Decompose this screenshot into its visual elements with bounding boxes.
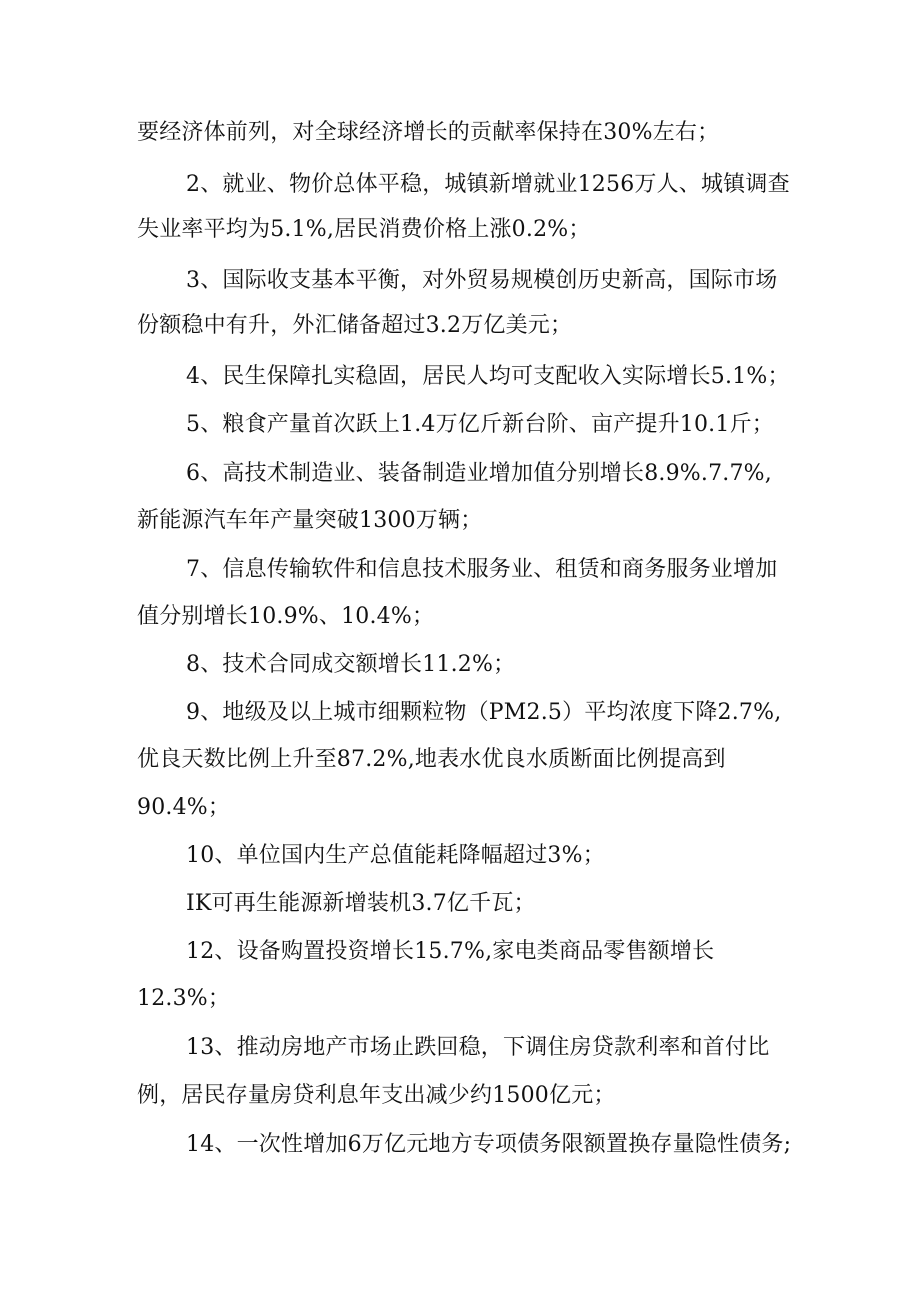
text-line-18: 12、设备购置投资增长15.7%,家电类商品零售额增长 <box>186 939 715 964</box>
text-line-10: 7、信息传输软件和信息技术服务业、租赁和商务服务业增加 <box>186 557 778 582</box>
text-line-21: 例，居民存量房贷利息年支出减少约1500亿元； <box>137 1083 616 1108</box>
text-line-9: 新能源汽车年产量突破1300万辆； <box>137 508 483 533</box>
text-line-5: 份额稳中有升，外汇储备超过3.2万亿美元； <box>137 313 573 338</box>
text-line-6: 4、民生保障扎实稳固，居民人均可支配收入实际增长5.1%； <box>186 364 790 389</box>
text-line-1: 要经济体前列，对全球经济增长的贡献率保持在30%左右； <box>137 120 720 145</box>
text-line-16: 10、单位国内生产总值能耗降幅超过3%； <box>186 843 605 868</box>
text-line-22: 14、一次性增加6万亿元地方专项债务限额置换存量隐性债务; <box>186 1132 792 1157</box>
text-line-12: 8、技术合同成交额增长11.2%； <box>186 652 516 677</box>
text-line-20: 13、推动房地产市场止跌回稳，下调住房贷款利率和首付比 <box>186 1035 770 1060</box>
text-line-3: 失业率平均为5.1%,居民消费价格上涨0.2%； <box>137 217 591 242</box>
text-line-4: 3、国际收支基本平衡，对外贸易规模创历史新高，国际市场 <box>186 268 778 293</box>
text-line-11: 值分别增长10.9%、10.4%； <box>137 604 435 629</box>
text-line-2: 2、就业、物价总体平稳，城镇新增就业1256万人、城镇调查 <box>186 172 790 197</box>
text-line-15: 90.4%； <box>137 795 231 820</box>
text-line-13: 9、地级及以上城市细颗粒物（PM2.5）平均浓度下降2.7%, <box>186 700 782 725</box>
text-line-14: 优良天数比例上升至87.2%,地表水优良水质断面比例提高到 <box>137 747 726 772</box>
text-line-8: 6、高技术制造业、装备制造业增加值分别增长8.9%.7.7%, <box>186 461 772 486</box>
text-line-7: 5、粮食产量首次跃上1.4万亿斤新台阶、亩产提升10.1斤； <box>186 412 774 437</box>
text-line-17: IK可再生能源新增装机3.7亿千瓦； <box>186 891 536 916</box>
text-line-19: 12.3%； <box>137 986 231 1011</box>
